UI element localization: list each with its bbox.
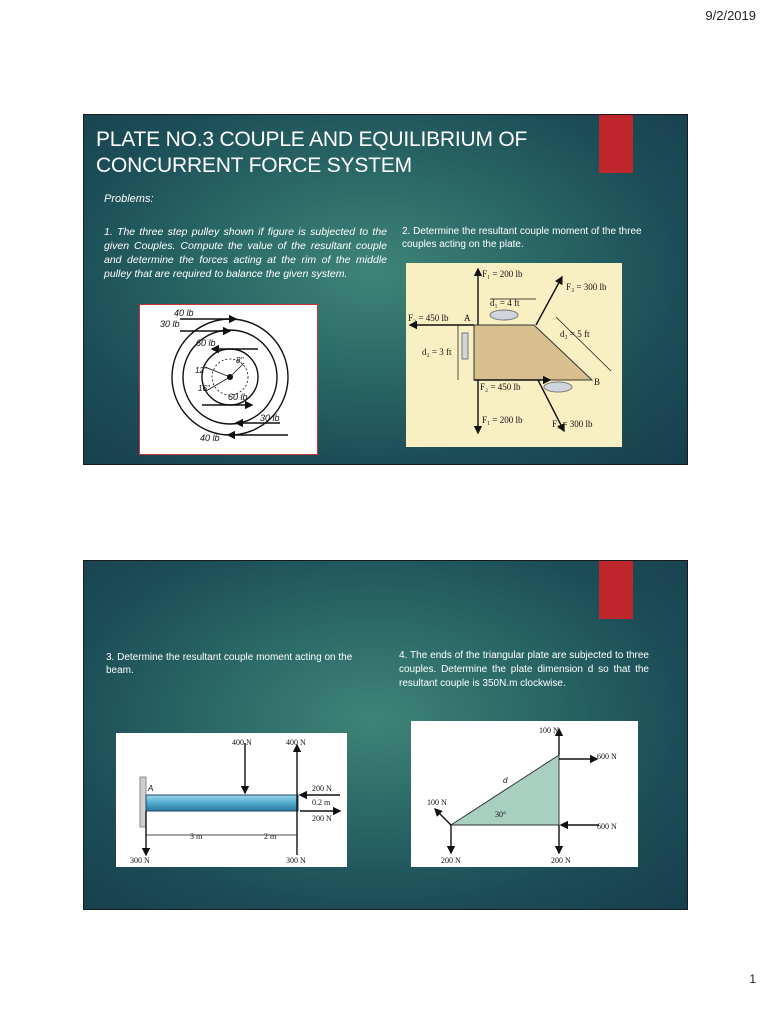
slide-1 (83, 114, 688, 465)
step-pulley-figure (139, 304, 318, 455)
problem-2-text: 2. Determine the resultant couple moment of the three couples acting on the plate. (402, 226, 642, 250)
label-60lb-top: 60 lb (196, 338, 216, 348)
label-200N-left: 200 N (441, 856, 461, 865)
label-30lb-top: 30 lb (160, 319, 180, 329)
label-A: A (464, 313, 471, 323)
problem-3-text: 3. Determine the resultant couple moment acting on the beam. (106, 652, 353, 676)
slide-2 (83, 560, 688, 910)
label-r16: 16" (198, 384, 210, 393)
label-40lb-top: 40 lb (174, 308, 194, 318)
label-F1-bottom: F₁ = 200 lb (482, 415, 523, 425)
label-0.2m: 0.2 m (312, 798, 331, 807)
label-d1: d₁ = 4 ft (490, 298, 520, 308)
label-F1-top: F₁ = 200 lb (482, 269, 523, 279)
label-F2-left: F₂ = 450 lb (408, 313, 449, 323)
page-number: 1 (749, 972, 756, 986)
label-3m: 3 m (190, 832, 203, 841)
label-300N-right: 300 N (286, 856, 306, 865)
label-d2: d₂ = 3 ft (422, 347, 452, 357)
label-400N-right: 400 N (286, 738, 306, 747)
label-200N-right: 200 N (551, 856, 571, 865)
beam-figure (116, 733, 347, 867)
label-2m: 2 m (264, 832, 277, 841)
label-60lb-bottom: 60 lb (228, 392, 248, 402)
label-600N-top: 600 N (597, 752, 617, 761)
label-F3-top: F₃ = 300 lb (566, 282, 607, 292)
label-r12: 12" (195, 366, 207, 375)
label-30deg: 30° (495, 810, 507, 819)
plate-couples-figure (406, 263, 622, 447)
label-200N-bottom: 200 N (312, 814, 332, 823)
problems-label: Problems: (104, 193, 154, 205)
label-600N-bottom: 600 N (597, 822, 617, 831)
problem-1-text: 1. The three step pulley shown if figure is subjected to the given Couples. Compute the value of the resultant couple and determine the forces acting at the rim of the middle pulley that are required to balance the given system. (104, 226, 387, 280)
label-100N-left: 100 N (427, 798, 447, 807)
label-d3: d₃ = 5 ft (560, 329, 590, 339)
label-A: A (148, 784, 154, 793)
page-date: 9/2/2019 (705, 8, 756, 23)
accent-bar (599, 561, 633, 619)
beam (146, 795, 298, 811)
label-200N-top: 200 N (312, 784, 332, 793)
triangular-plate-figure (411, 721, 638, 867)
label-F2-right: F₂ = 450 lb (480, 382, 521, 392)
label-30lb-bottom: 30 lb (260, 413, 280, 423)
problem-4-text: 4. The ends of the triangular plate are subjected to three couples. Determine the plate dimension d so that the resultant couple is 350N.m clockwise. (399, 650, 649, 689)
accent-bar (599, 115, 633, 173)
slide-title: PLATE NO.3 COUPLE AND EQUILIBRIUM OF CONCURRENT FORCE SYSTEM (96, 128, 528, 177)
label-100N-top: 100 N (539, 726, 559, 735)
label-r8: 8" (236, 356, 244, 365)
label-d: d (503, 776, 508, 785)
label-B: B (594, 377, 601, 387)
label-40lb-bottom: 40 lb (200, 433, 220, 443)
label-F3-bottom: F₃ = 300 lb (552, 419, 593, 429)
label-300N-left: 300 N (130, 856, 150, 865)
label-400N-left: 400 N (232, 738, 252, 747)
